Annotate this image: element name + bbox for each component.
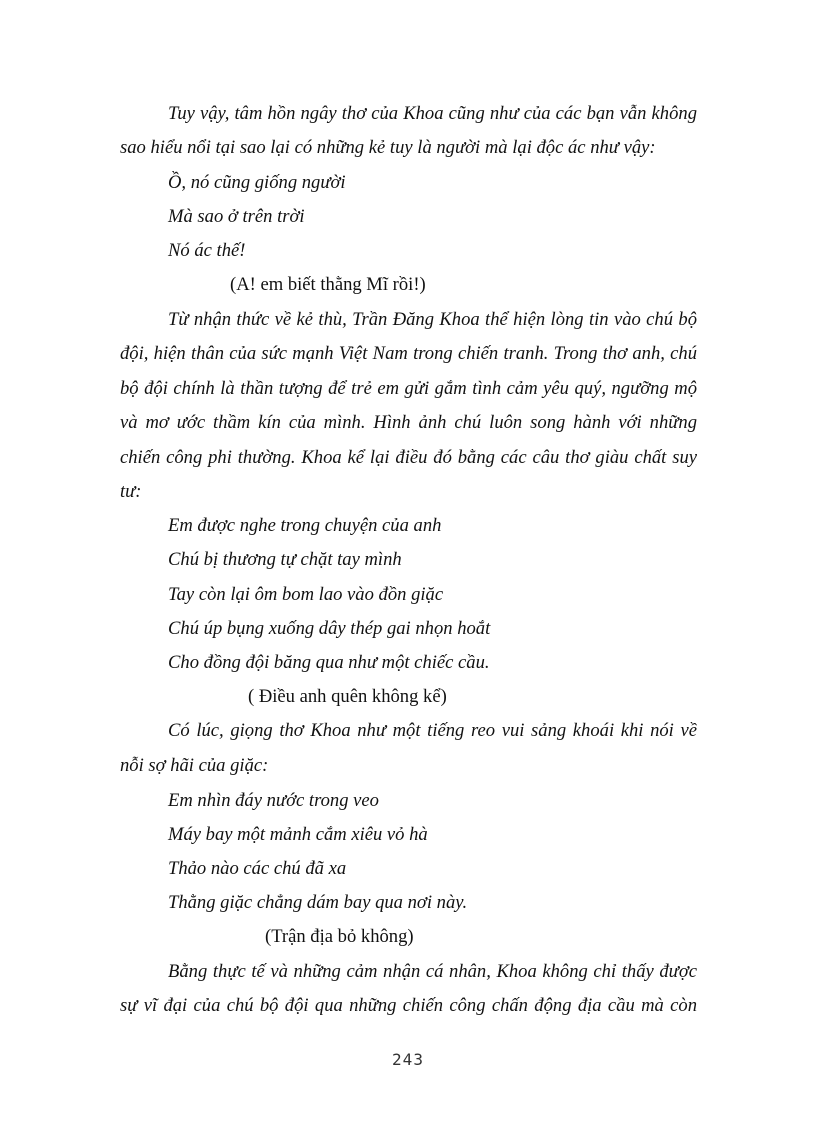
paragraph-line: Bằng thực tế và những cảm nhận cá nhân, Khoa không chỉ thấy được (168, 961, 697, 982)
page-number: 243 (392, 1050, 424, 1069)
paragraph-line: đội, hiện thân của sức mạnh Việt Nam trong chiến tranh. Trong thơ anh, chú (120, 343, 697, 364)
paragraph-line: nỗi sợ hãi của giặc: (120, 755, 269, 776)
poem-source: (A! em biết thằng Mĩ rồi!) (230, 274, 426, 295)
poem-line: Chú úp bụng xuống dây thép gai nhọn hoắt (168, 618, 491, 639)
paragraph-line: chiến công phi thường. Khoa kể lại điều đó bằng các câu thơ giàu chất suy (120, 447, 697, 468)
paragraph-line: và mơ ước thầm kín của mình. Hình ảnh chú luôn song hành với những (120, 412, 697, 433)
paragraph-line: Từ nhận thức về kẻ thù, Trần Đăng Khoa thể hiện lòng tin vào chú bộ (168, 309, 697, 330)
poem-line: Ồ, nó cũng giống người (168, 172, 346, 193)
paragraph-line: Có lúc, giọng thơ Khoa như một tiếng reo vui sảng khoái khi nói về (168, 720, 697, 741)
poem-source: (Trận địa bỏ không) (265, 926, 414, 947)
paragraph-line: bộ đội chính là thần tượng để trẻ em gửi gắm tình cảm yêu quý, ngưỡng mộ (120, 378, 697, 399)
paragraph-line: tư: (120, 481, 142, 502)
poem-line: Thằng giặc chẳng dám bay qua nơi này. (168, 892, 468, 913)
poem-line: Nó ác thế! (168, 240, 246, 261)
poem-line: Tay còn lại ôm bom lao vào đồn giặc (168, 584, 444, 605)
poem-line: Em được nghe trong chuyện của anh (168, 515, 442, 536)
poem-line: Em nhìn đáy nước trong veo (168, 790, 379, 811)
poem-source: ( Điều anh quên không kể) (248, 686, 447, 707)
paragraph-line: sự vĩ đại của chú bộ đội qua những chiến công chấn động địa cầu mà còn (120, 995, 697, 1016)
poem-line: Máy bay một mảnh cắm xiêu vỏ hà (168, 824, 428, 845)
poem-line: Cho đồng đội băng qua như một chiếc cầu. (168, 652, 490, 673)
poem-line: Chú bị thương tự chặt tay mình (168, 549, 402, 570)
paragraph-line: sao hiểu nổi tại sao lại có những kẻ tuy là người mà lại độc ác như vậy: (120, 137, 656, 158)
poem-line: Mà sao ở trên trời (168, 206, 305, 227)
poem-line: Thảo nào các chú đã xa (168, 858, 347, 879)
paragraph-line: Tuy vậy, tâm hồn ngây thơ của Khoa cũng như của các bạn vẫn không (168, 103, 697, 124)
